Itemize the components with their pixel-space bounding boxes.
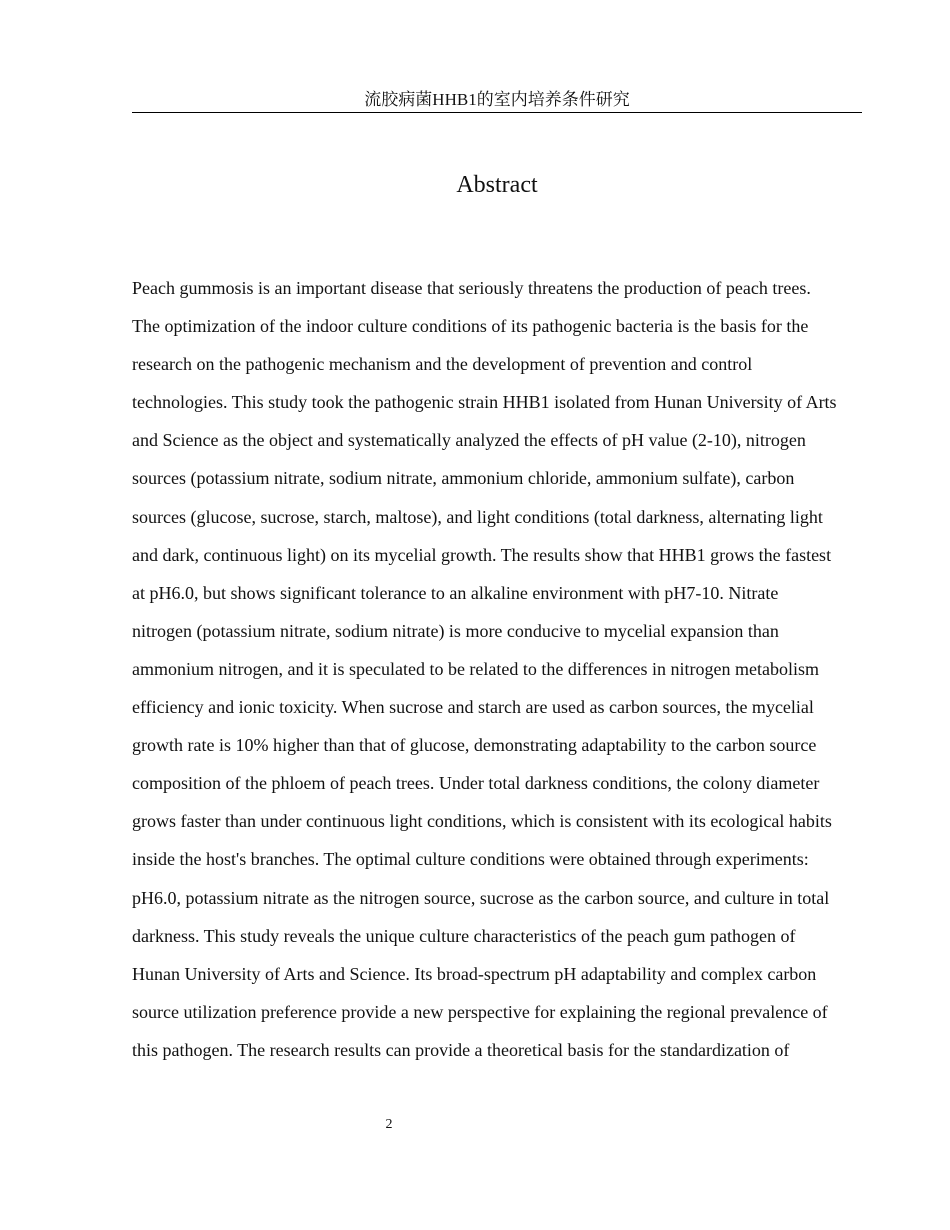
abstract-line: Peach gummosis is an important disease that seriously threatens the production of peach trees. <box>132 278 811 298</box>
abstract-line: The optimization of the indoor culture conditions of its pathogenic bacteria is the basis for the <box>132 316 809 337</box>
abstract-line: grows faster than under continuous light conditions, which is consistent with its ecological habits <box>132 811 832 832</box>
abstract-line: growth rate is 10% higher than that of glucose, demonstrating adaptability to the carbon source <box>132 735 817 756</box>
abstract-line: technologies. This study took the pathogenic strain HHB1 isolated from Hunan University of Arts <box>132 392 837 413</box>
page-number: 2 <box>385 1117 393 1132</box>
abstract-line: ammonium nitrogen, and it is speculated to be related to the differences in nitrogen metabolism <box>132 658 819 679</box>
abstract-line: pH6.0, potassium nitrate as the nitrogen source, sucrose as the carbon source, and culture in total <box>132 887 830 908</box>
running-header: 流胶病菌HHB1的室内培养条件研究 <box>364 90 630 109</box>
abstract-line: inside the host's branches. The optimal culture conditions were obtained through experiments: <box>132 849 809 870</box>
abstract-line: composition of the phloem of peach trees. Under total darkness conditions, the colony diameter <box>132 773 820 794</box>
header-rule <box>132 112 862 113</box>
abstract-line: research on the pathogenic mechanism and the development of prevention and control <box>132 354 753 375</box>
abstract-line: source utilization preference provide a new perspective for explaining the regional prevalence of <box>132 1001 828 1022</box>
abstract-line: darkness. This study reveals the unique culture characteristics of the peach gum pathogen of <box>132 925 796 946</box>
abstract-line: sources (glucose, sucrose, starch, maltose), and light conditions (total darkness, alternating light <box>132 506 823 527</box>
abstract-line: and dark, continuous light) on its mycelial growth. The results show that HHB1 grows the fastest <box>132 544 832 565</box>
abstract-line: sources (potassium nitrate, sodium nitrate, ammonium chloride, ammonium sulfate), carbon <box>132 468 795 489</box>
abstract-line: this pathogen. The research results can provide a theoretical basis for the standardization of <box>132 1039 790 1060</box>
abstract-line: at pH6.0, but shows significant tolerance to an alkaline environment with pH7-10. Nitrate <box>132 582 779 603</box>
abstract-line: Hunan University of Arts and Science. Its broad-spectrum pH adaptability and complex carbon <box>132 963 817 984</box>
abstract-line: efficiency and ionic toxicity. When sucrose and starch are used as carbon sources, the mycelial <box>132 697 814 718</box>
abstract-body <box>132 269 872 1069</box>
abstract-title: Abstract <box>456 172 538 198</box>
abstract-line: and Science as the object and systematically analyzed the effects of pH value (2-10), nitrogen <box>132 430 806 451</box>
abstract-line: nitrogen (potassium nitrate, sodium nitrate) is more conducive to mycelial expansion than <box>132 620 779 641</box>
